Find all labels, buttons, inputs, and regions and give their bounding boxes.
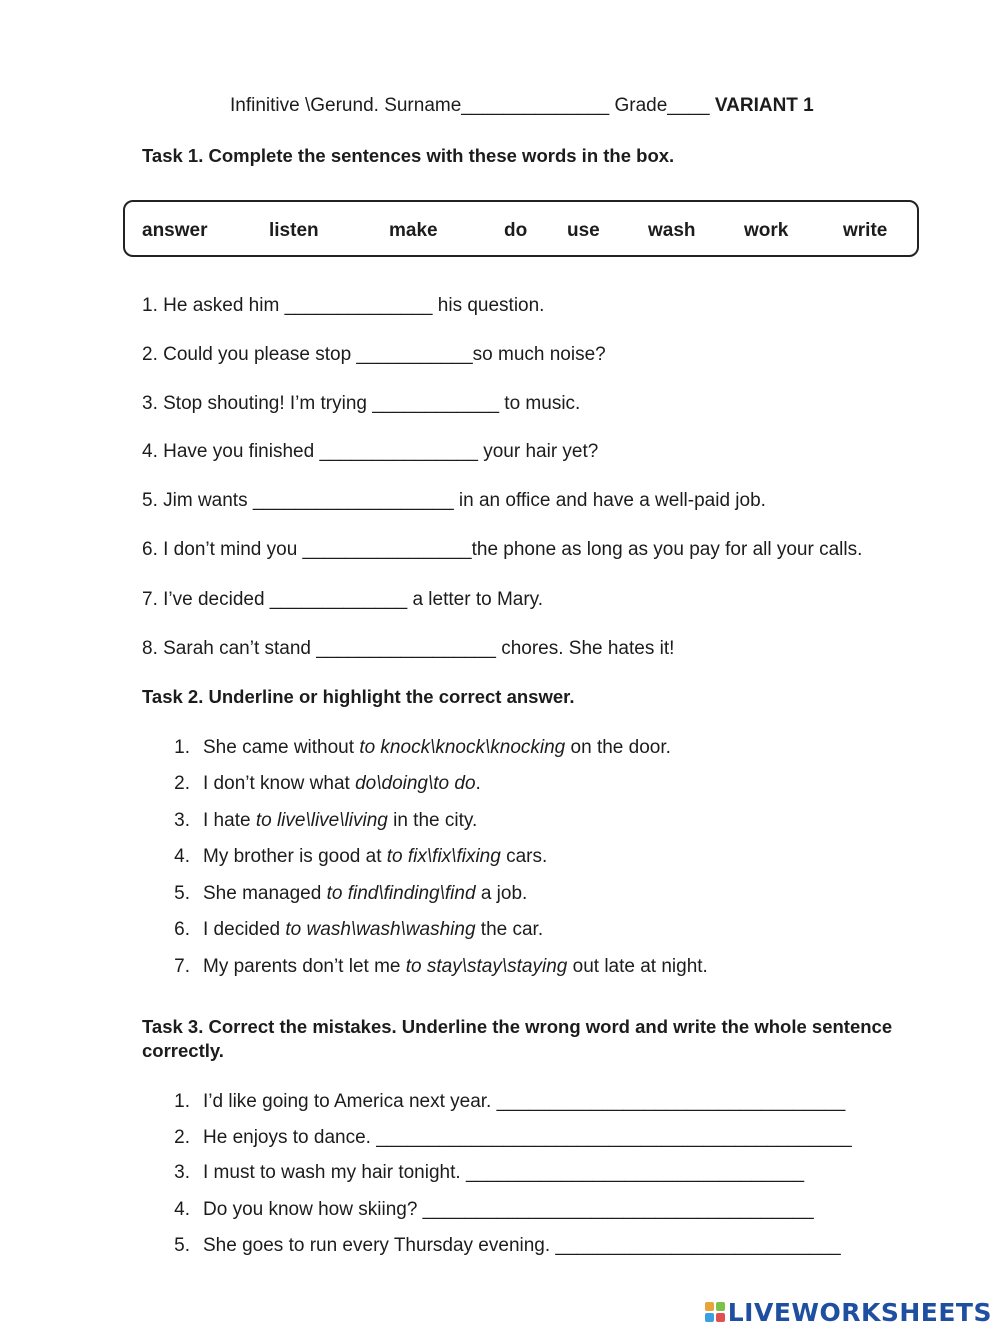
logo-icon xyxy=(705,1302,725,1322)
answer-options[interactable]: do\doing\to do xyxy=(355,773,476,794)
item-text: cars. xyxy=(500,846,548,867)
item-text: . xyxy=(475,773,481,794)
item-number: 6. xyxy=(174,919,190,940)
task2-item xyxy=(203,919,543,941)
task2-item xyxy=(203,846,547,868)
item-number: 4. xyxy=(174,846,190,867)
logo-square xyxy=(716,1302,725,1311)
logo-square xyxy=(705,1313,714,1322)
item-text: in the city. xyxy=(387,810,478,831)
item-text: She managed xyxy=(203,883,327,904)
liveworksheets-logo xyxy=(705,1297,992,1327)
item-number: 5. xyxy=(174,1235,190,1256)
answer-options[interactable]: to stay\stay\staying xyxy=(405,956,568,977)
task1-sentence: 7. I’ve decided _____________ a letter to Mary. xyxy=(142,589,544,610)
item-text: out late at night. xyxy=(567,956,708,977)
task1-sentence: 5. Jim wants ___________________ in an office and have a well-paid job. xyxy=(142,490,766,511)
word-box-item: listen xyxy=(269,220,319,241)
task2-item xyxy=(203,737,671,759)
word-box-item: make xyxy=(389,220,438,241)
task1-sentence: 6. I don’t mind you ________________the phone as long as you pay for all your calls. xyxy=(142,539,863,560)
variant-label: VARIANT 1 xyxy=(714,95,814,116)
answer-options[interactable]: to find\finding\find xyxy=(326,883,476,904)
item-text: My parents don’t let me xyxy=(203,956,406,977)
item-number: 5. xyxy=(174,883,190,904)
answer-options[interactable]: to live\live\living xyxy=(255,810,388,831)
task3-item[interactable]: He enjoys to dance. _____________________________________________ xyxy=(203,1127,852,1148)
task2-item xyxy=(203,883,527,905)
task1-sentence: 1. He asked him ______________ his question. xyxy=(142,295,545,316)
item-number: 3. xyxy=(174,810,190,831)
item-text: I decided xyxy=(203,919,286,940)
item-number: 7. xyxy=(174,956,190,977)
item-number: 1. xyxy=(174,737,190,758)
item-text: My brother is good at xyxy=(203,846,387,867)
task1-title: Task 1. Complete the sentences with these words in the box. xyxy=(142,145,675,166)
item-text: on the door. xyxy=(565,737,671,758)
task3-title: Task 3. Correct the mistakes. Underline the wrong word and write the whole sentence correctly. xyxy=(142,1016,893,1061)
header-prefix: Infinitive \Gerund. Surname______________ Grade____ xyxy=(230,95,710,116)
item-number: 2. xyxy=(174,1127,190,1148)
task2-title: Task 2. Underline or highlight the correct answer. xyxy=(142,686,575,707)
item-text: the car. xyxy=(475,919,544,940)
task3-item[interactable]: I must to wash my hair tonight. ________________________________ xyxy=(203,1162,805,1183)
item-number: 4. xyxy=(174,1199,190,1220)
answer-options[interactable]: to wash\wash\washing xyxy=(285,919,476,940)
word-box-item: do xyxy=(504,220,528,241)
word-box-item: work xyxy=(744,220,789,241)
task1-sentence: 4. Have you finished _______________ your hair yet? xyxy=(142,441,599,462)
item-text: I don’t know what xyxy=(203,773,356,794)
logo-text: LIVEWORKSHEETS xyxy=(727,1297,992,1327)
word-box-item: use xyxy=(567,220,600,241)
word-box-item: wash xyxy=(648,220,696,241)
item-text: I hate xyxy=(203,810,256,831)
word-box-item: write xyxy=(843,220,888,241)
item-text: She came without xyxy=(203,737,360,758)
item-number: 3. xyxy=(174,1162,190,1183)
logo-square xyxy=(716,1313,725,1322)
task2-item xyxy=(203,773,481,795)
answer-options[interactable]: to knock\knock\knocking xyxy=(359,737,566,758)
word-box-item: answer xyxy=(142,220,208,241)
worksheet-header xyxy=(230,95,814,117)
task1-sentence: 2. Could you please stop ___________so much noise? xyxy=(142,344,606,365)
task1-sentence: 8. Sarah can’t stand _________________ chores. She hates it! xyxy=(142,638,675,659)
logo-square xyxy=(705,1302,714,1311)
item-number: 2. xyxy=(174,773,190,794)
task2-item xyxy=(203,810,477,832)
answer-options[interactable]: to fix\fix\fixing xyxy=(386,846,501,867)
task3-item[interactable]: Do you know how skiing? _____________________________________ xyxy=(203,1199,814,1220)
task3-item[interactable]: I’d like going to America next year. _________________________________ xyxy=(203,1091,846,1112)
task1-sentence: 3. Stop shouting! I’m trying ____________ to music. xyxy=(142,393,581,414)
item-text: a job. xyxy=(475,883,528,904)
task2-item xyxy=(203,956,708,978)
item-number: 1. xyxy=(174,1091,190,1112)
task3-item[interactable]: She goes to run every Thursday evening. ___________________________ xyxy=(203,1235,841,1256)
